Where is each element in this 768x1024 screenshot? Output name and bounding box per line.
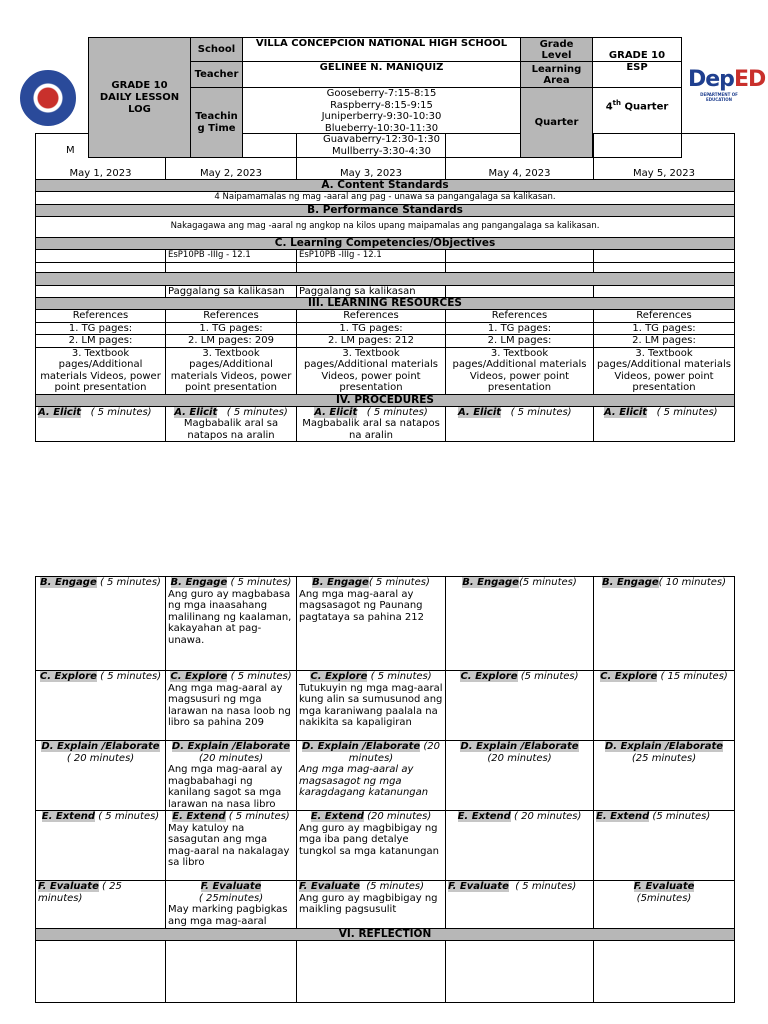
competency-code: EsP10PB -IIIg - 12.1 (166, 250, 297, 263)
explore-cell: C. Explore ( 5 minutes) Ang mga mag-aaral ay magsusuri ng mga larawan na nasa loob ng libro sa pahina 209 (166, 671, 297, 741)
explain-cell: D. Explain /Elaborate (20 minutes) (446, 741, 594, 811)
lm-pages: 2. LM pages: 209 (166, 335, 297, 348)
extend-cell: E. Extend (5 minutes) (594, 811, 735, 881)
references-label: References (166, 310, 297, 323)
explore-cell: C. Explore (5 minutes) (446, 671, 594, 741)
lm-pages: 2. LM pages: (446, 335, 594, 348)
deped-seal-logo (20, 70, 76, 126)
explain-cell: D. Explain /Elaborate (25 minutes) (594, 741, 735, 811)
competency-code (446, 250, 594, 263)
engage-row (36, 577, 735, 671)
reflection-title: VI. REFLECTION (36, 929, 735, 941)
teaching-times: Gooseberry-7:15-8:15 Raspberry-8:15-9:15 Juniperberry-9:30-10:30 Blueberry-10:30-11:30 Guavaberry-12:30-1:30 Mullberry-3:30-4:30 (243, 88, 521, 158)
elicit-cell: A. Elicit ( 5 minutes) Magbabalik aral sa natapos na aralin (297, 406, 446, 442)
competency-code: EsP10PB -IIIg - 12.1 (297, 250, 446, 263)
engage-cell: B. Engage( 5 minutes) Ang mga mag-aaral ay magsasagot ng Paunang pagtataya sa pahina 212 (297, 577, 446, 671)
learning-resources-title: III. LEARNING RESOURCES (36, 298, 735, 310)
content-standards-title: A. Content Standards (36, 180, 735, 192)
date-1: May 1, 2023 (36, 134, 166, 180)
references-label: References (36, 310, 166, 323)
textbook-pages: 3. Textbook pages/Additional materials Videos, power point presentation (166, 347, 297, 394)
content-topic (446, 285, 594, 298)
teacher-label: Teacher (191, 62, 243, 88)
extend-cell: E. Extend ( 5 minutes) May katuloy na sasagutan ang mga mag-aaral na nakalagay sa libro (166, 811, 297, 881)
quarter-value: 4th Quarter (593, 88, 682, 158)
lm-pages: 2. LM pages: (36, 335, 166, 348)
elicit-cell: A. Elicit ( 5 minutes) (446, 406, 594, 442)
textbook-pages: 3. Textbook pages/Additional materials Videos, power point presentation (446, 347, 594, 394)
elicit-row (36, 406, 735, 442)
content-standards-text: 4 Naipamamalas ng mag -aaral ang pag - unawa sa pangangalaga sa kalikasan. (36, 192, 735, 205)
explore-cell: C. Explore ( 5 minutes) Tutukuyin ng mga mag-aaral kung alin sa sumusunod ang mga karaniwang paalala na nakikita sa kapaligiran (297, 671, 446, 741)
references-label: References (594, 310, 735, 323)
evaluate-cell: F. Evaluate (5 minutes) Ang guro ay magbibigay ng maikling pagsusulit (297, 881, 446, 929)
date-2: May 2, 2023 (166, 134, 297, 180)
explore-cell: C. Explore ( 15 minutes) (594, 671, 735, 741)
explain-row (36, 741, 735, 811)
references-label: References (297, 310, 446, 323)
header-table (88, 37, 682, 158)
content-topic (594, 285, 735, 298)
reflection-cell (446, 941, 594, 1003)
evaluate-cell: F. Evaluate (5minutes) (594, 881, 735, 929)
textbook-pages: 3. Textbook pages/Additional materials Videos, power point presentation (297, 347, 446, 394)
reflection-cell (166, 941, 297, 1003)
elicit-cell: A. Elicit ( 5 minutes) (594, 406, 735, 442)
procedures-table (35, 576, 735, 1003)
evaluate-cell: F. Evaluate ( 5 minutes) (446, 881, 594, 929)
lesson-log-table (35, 133, 735, 442)
date-5: May 5, 2023 (594, 134, 735, 180)
reflection-cell (594, 941, 735, 1003)
content-topic: Paggalang sa kalikasan (166, 285, 297, 298)
area-label: Learning Area (521, 62, 593, 88)
lm-pages: 2. LM pages: (594, 335, 735, 348)
elicit-cell: A. Elicit ( 5 minutes) (36, 406, 166, 442)
deped-logo: DepED DEPARTMENT OF EDUCATION (688, 67, 766, 102)
teacher-value: GELINEE N. MANIQUIZ (243, 62, 521, 88)
engage-cell: B. Engage(5 minutes) (446, 577, 594, 671)
evaluate-cell: F. Evaluate ( 25 minutes) (36, 881, 166, 929)
dll-title: GRADE 10 DAILY LESSON LOG (89, 38, 191, 158)
extend-cell: E. Extend (20 minutes) Ang guro ay magbibigay ng mga iba pang detalye tungkol sa mga katanungan (297, 811, 446, 881)
explore-cell: C. Explore ( 5 minutes) (36, 671, 166, 741)
engage-cell: B. Engage( 10 minutes) (594, 577, 735, 671)
tg-pages: 1. TG pages: (297, 322, 446, 335)
reflection-cell (297, 941, 446, 1003)
performance-standards-title: B. Performance Standards (36, 205, 735, 217)
competency-code (594, 250, 735, 263)
performance-standards-text: Nakagagawa ang mag -aaral ng angkop na kilos upang maipamalas ang pangangalaga sa kalikasan. (36, 217, 735, 238)
textbook-pages: 3. Textbook pages/Additional materials Videos, power point presentation (594, 347, 735, 394)
extend-row (36, 811, 735, 881)
engage-cell: B. Engage ( 5 minutes) (36, 577, 166, 671)
explain-cell: D. Explain /Elaborate ( 20 minutes) (36, 741, 166, 811)
textbook-pages: 3. Textbook pages/Additional materials Videos, power point presentation (36, 347, 166, 394)
quarter-label: Quarter (521, 88, 593, 158)
explain-cell: D. Explain /Elaborate (20 minutes) Ang mga mag-aaral ay magbabahagi ng kanilang sagot sa mga larawan na nasa libro (166, 741, 297, 811)
content-topic (36, 285, 166, 298)
competencies-title: C. Learning Competencies/Objectives (36, 238, 735, 250)
lm-pages: 2. LM pages: 212 (297, 335, 446, 348)
competency-code (36, 250, 166, 263)
grade-value: GRADE 10 (593, 38, 682, 62)
procedures-title: IV. PROCEDURES (36, 394, 735, 406)
tg-pages: 1. TG pages: (446, 322, 594, 335)
engage-cell: B. Engage ( 5 minutes) Ang guro ay magbabasa ng mga inaasahang malilinang ng kaalaman, kakayahan at pag-unawa. (166, 577, 297, 671)
date-prefix: M (66, 145, 75, 156)
time-label: Teachin g Time (191, 88, 243, 158)
explore-row (36, 671, 735, 741)
evaluate-row (36, 881, 735, 929)
elicit-cell: A. Elicit ( 5 minutes) Magbabalik aral sa natapos na aralin (166, 406, 297, 442)
tg-pages: 1. TG pages: (166, 322, 297, 335)
explain-cell: D. Explain /Elaborate (20 minutes) Ang mga mag-aaral ay magsasagot ng mga karagdagang katanungan (297, 741, 446, 811)
extend-cell: E. Extend ( 5 minutes) (36, 811, 166, 881)
reflection-cell (36, 941, 166, 1003)
date-4: May 4, 2023 (446, 134, 594, 180)
extend-cell: E. Extend ( 20 minutes) (446, 811, 594, 881)
content-section-bar (36, 272, 735, 285)
tg-pages: 1. TG pages: (594, 322, 735, 335)
evaluate-cell: F. Evaluate ( 25minutes) May marking pagbigkas ang mga mag-aaral (166, 881, 297, 929)
tg-pages: 1. TG pages: (36, 322, 166, 335)
content-topic: Paggalang sa kalikasan (297, 285, 446, 298)
school-value: VILLA CONCEPCION NATIONAL HIGH SCHOOL (243, 38, 521, 62)
grade-label: Grade Level (521, 38, 593, 62)
references-label: References (446, 310, 594, 323)
school-label: School (191, 38, 243, 62)
date-3: May 3, 2023 (297, 134, 446, 180)
area-value: ESP (593, 62, 682, 88)
reflection-row (36, 941, 735, 1003)
